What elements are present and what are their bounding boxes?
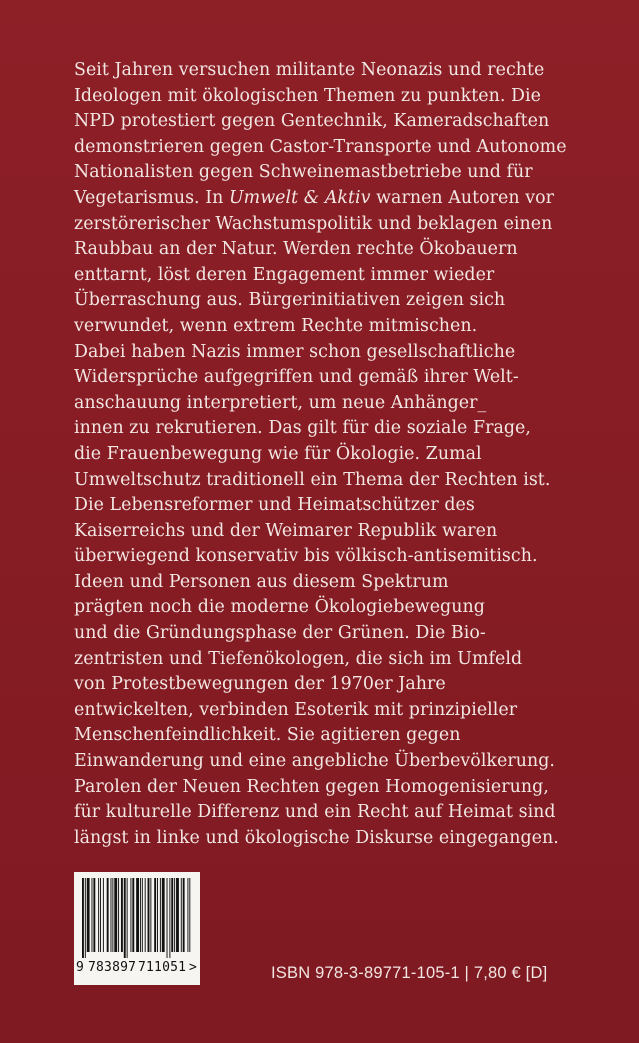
blurb-line <box>74 672 594 698</box>
blurb-line <box>74 340 594 366</box>
barcode-left-group: 783897 <box>88 960 137 975</box>
blurb-line <box>74 135 594 161</box>
blurb-text-run: Ideen und Personen aus diesem Spektrum <box>74 571 449 592</box>
barcode-bar <box>174 878 175 952</box>
blurb-text-run: Dabei haben Nazis immer schon gesellschaftliche <box>74 341 516 362</box>
blurb-text-run: Kaiserreichs und der Weimarer Republik waren <box>74 520 498 541</box>
blurb-line <box>74 263 594 289</box>
blurb-text-run: enttarnt, löst deren Engagement immer wieder <box>74 264 495 285</box>
barcode-bar <box>112 878 113 952</box>
blurb-line <box>74 58 594 84</box>
barcode-bar <box>118 878 119 952</box>
blurb-text-run: zentristen und Tiefenökologen, die sich im Umfeld <box>74 648 523 669</box>
blurb-line <box>74 468 594 494</box>
barcode <box>74 872 200 985</box>
blurb-line <box>74 442 594 468</box>
barcode-bar <box>103 878 104 952</box>
barcode-bar <box>136 878 139 952</box>
blurb-text-run: Umweltschutz traditionell ein Thema der Rechten ist. <box>74 469 551 490</box>
blurb-line <box>74 493 594 519</box>
barcode-bar <box>162 878 165 952</box>
barcode-digits <box>74 956 200 978</box>
blurb-line <box>74 237 594 263</box>
blurb-line <box>74 186 594 212</box>
blurb-text-run: entwickelten, verbinden Esoterik mit prinzipieller <box>74 699 518 720</box>
blurb-line <box>74 544 594 570</box>
blurb-text-run: warnen Autoren vor <box>370 187 554 208</box>
blurb-text-run: und die Gründungsphase der Grünen. Die Bio- <box>74 623 486 644</box>
barcode-bar <box>85 878 86 958</box>
blurb-text-run: Raubbau an der Natur. Werden rechte Ökobauern <box>74 239 518 260</box>
blurb-text-run: von Protestbewegungen der 1970er Jahre <box>74 674 446 695</box>
barcode-bar <box>150 878 151 952</box>
blurb-line <box>74 723 594 749</box>
blurb-text-run: Seit Jahren versuchen militante Neonazis und rechte <box>74 60 545 80</box>
blurb-text-run: Menschenfeindlichkeit. Sie agitieren gegen <box>74 725 461 746</box>
blurb-line <box>74 775 594 801</box>
barcode-bar <box>111 878 112 952</box>
barcode-quiet-zone-arrow: > <box>189 960 198 975</box>
barcode-bar <box>121 878 123 952</box>
barcode-bar <box>145 878 146 952</box>
barcode-bar <box>82 878 84 958</box>
blurb-text-run: Vegetarismus. In <box>74 187 229 208</box>
blurb-line <box>74 416 594 442</box>
barcode-bar <box>171 878 173 952</box>
blurb-text-run: Die Lebensreformer und Heimatschützer des <box>74 495 475 516</box>
blurb-line <box>74 826 594 852</box>
blurb-line <box>74 160 594 186</box>
barcode-bar <box>160 878 161 952</box>
blurb-text-run: prägten noch die moderne Ökologiebewegung <box>74 597 485 618</box>
blurb-line <box>74 391 594 417</box>
blurb-text-run: die Frauenbewegung wie für Ökologie. Zumal <box>74 443 482 464</box>
barcode-bar <box>181 878 182 952</box>
blurb-line <box>74 84 594 110</box>
barcode-bar <box>98 878 99 952</box>
blurb-text-run: NPD protestiert gegen Gentechnik, Kameradschaften <box>74 111 550 132</box>
barcode-bar <box>100 878 101 952</box>
blurb-text-run: für kulturelle Differenz und ein Recht auf Heimat sind <box>74 802 556 823</box>
isbn-price-line: ISBN 978-3-89771-105-1 | 7,80 € [D] <box>271 964 548 982</box>
barcode-bar <box>132 878 134 952</box>
blurb-text <box>74 58 594 851</box>
barcode-bar <box>169 878 170 958</box>
blurb-text-run: demonstrieren gegen Castor-Transporte und Autonome <box>74 136 567 157</box>
barcode-bar <box>93 878 95 952</box>
blurb-text-run: Überraschung aus. Bürgerinitiativen zeigen sich <box>74 290 506 311</box>
blurb-line <box>74 365 594 391</box>
blurb-text-run: Widersprüche aufgegriffen und gemäß ihrer Welt- <box>74 367 519 388</box>
blurb-text-run: Nationalisten gegen Schweinemastbetriebe und für <box>74 162 533 183</box>
blurb-text-run: Ideologen mit ökologischen Themen zu punkten. Die <box>74 85 541 106</box>
blurb-line <box>74 570 594 596</box>
blurb-line <box>74 698 594 724</box>
blurb-text-run: verwundet, wenn extrem Rechte mitmischen. <box>74 315 478 336</box>
blurb-text-run: Parolen der Neuen Rechten gegen Homogenisierung, <box>74 776 549 797</box>
barcode-bar <box>167 878 168 958</box>
barcode-bar <box>87 878 90 952</box>
blurb-italic-title: Umwelt & Aktiv <box>228 187 371 208</box>
blurb-line <box>74 212 594 238</box>
barcode-bar <box>140 878 141 952</box>
blurb-line <box>74 519 594 545</box>
blurb-text-run: anschauung interpretiert, um neue Anhänger_ <box>74 392 487 413</box>
barcode-bar <box>114 878 117 952</box>
blurb-line <box>74 109 594 135</box>
blurb-line <box>74 314 594 340</box>
barcode-bar <box>142 878 143 952</box>
blurb-line <box>74 800 594 826</box>
barcode-bar <box>154 878 156 952</box>
blurb-text-run: Einwanderung und eine angebliche Überbevölkerung. <box>74 751 555 772</box>
blurb-text-run: längst in linke und ökologische Diskurse eingegangen. <box>74 827 559 848</box>
barcode-bar <box>189 878 190 952</box>
blurb-line <box>74 288 594 314</box>
barcode-bar <box>92 878 93 952</box>
blurb-text-run: überwiegend konservativ bis völkisch-antisemitisch. <box>74 546 538 567</box>
barcode-bar <box>187 878 188 952</box>
blurb-line <box>74 595 594 621</box>
blurb-line <box>74 647 594 673</box>
barcode-bar <box>148 878 150 952</box>
barcode-bar <box>130 878 131 952</box>
blurb-text-run: zerstörerischer Wachstumspolitik und beklagen einen <box>74 213 553 234</box>
barcode-bar <box>176 878 179 952</box>
barcode-right-group: 711051 <box>138 960 187 975</box>
barcode-bar <box>183 878 185 952</box>
blurb-text-run: innen zu rekrutieren. Das gilt für die soziale Frage, <box>74 418 531 439</box>
barcode-bar <box>124 878 126 958</box>
blurb-line <box>74 749 594 775</box>
barcode-first-digit: 9 <box>76 960 85 975</box>
blurb-line <box>74 621 594 647</box>
barcode-bars <box>74 872 200 958</box>
barcode-bar <box>107 878 109 952</box>
barcode-bar <box>157 878 158 952</box>
barcode-bar <box>127 878 128 958</box>
